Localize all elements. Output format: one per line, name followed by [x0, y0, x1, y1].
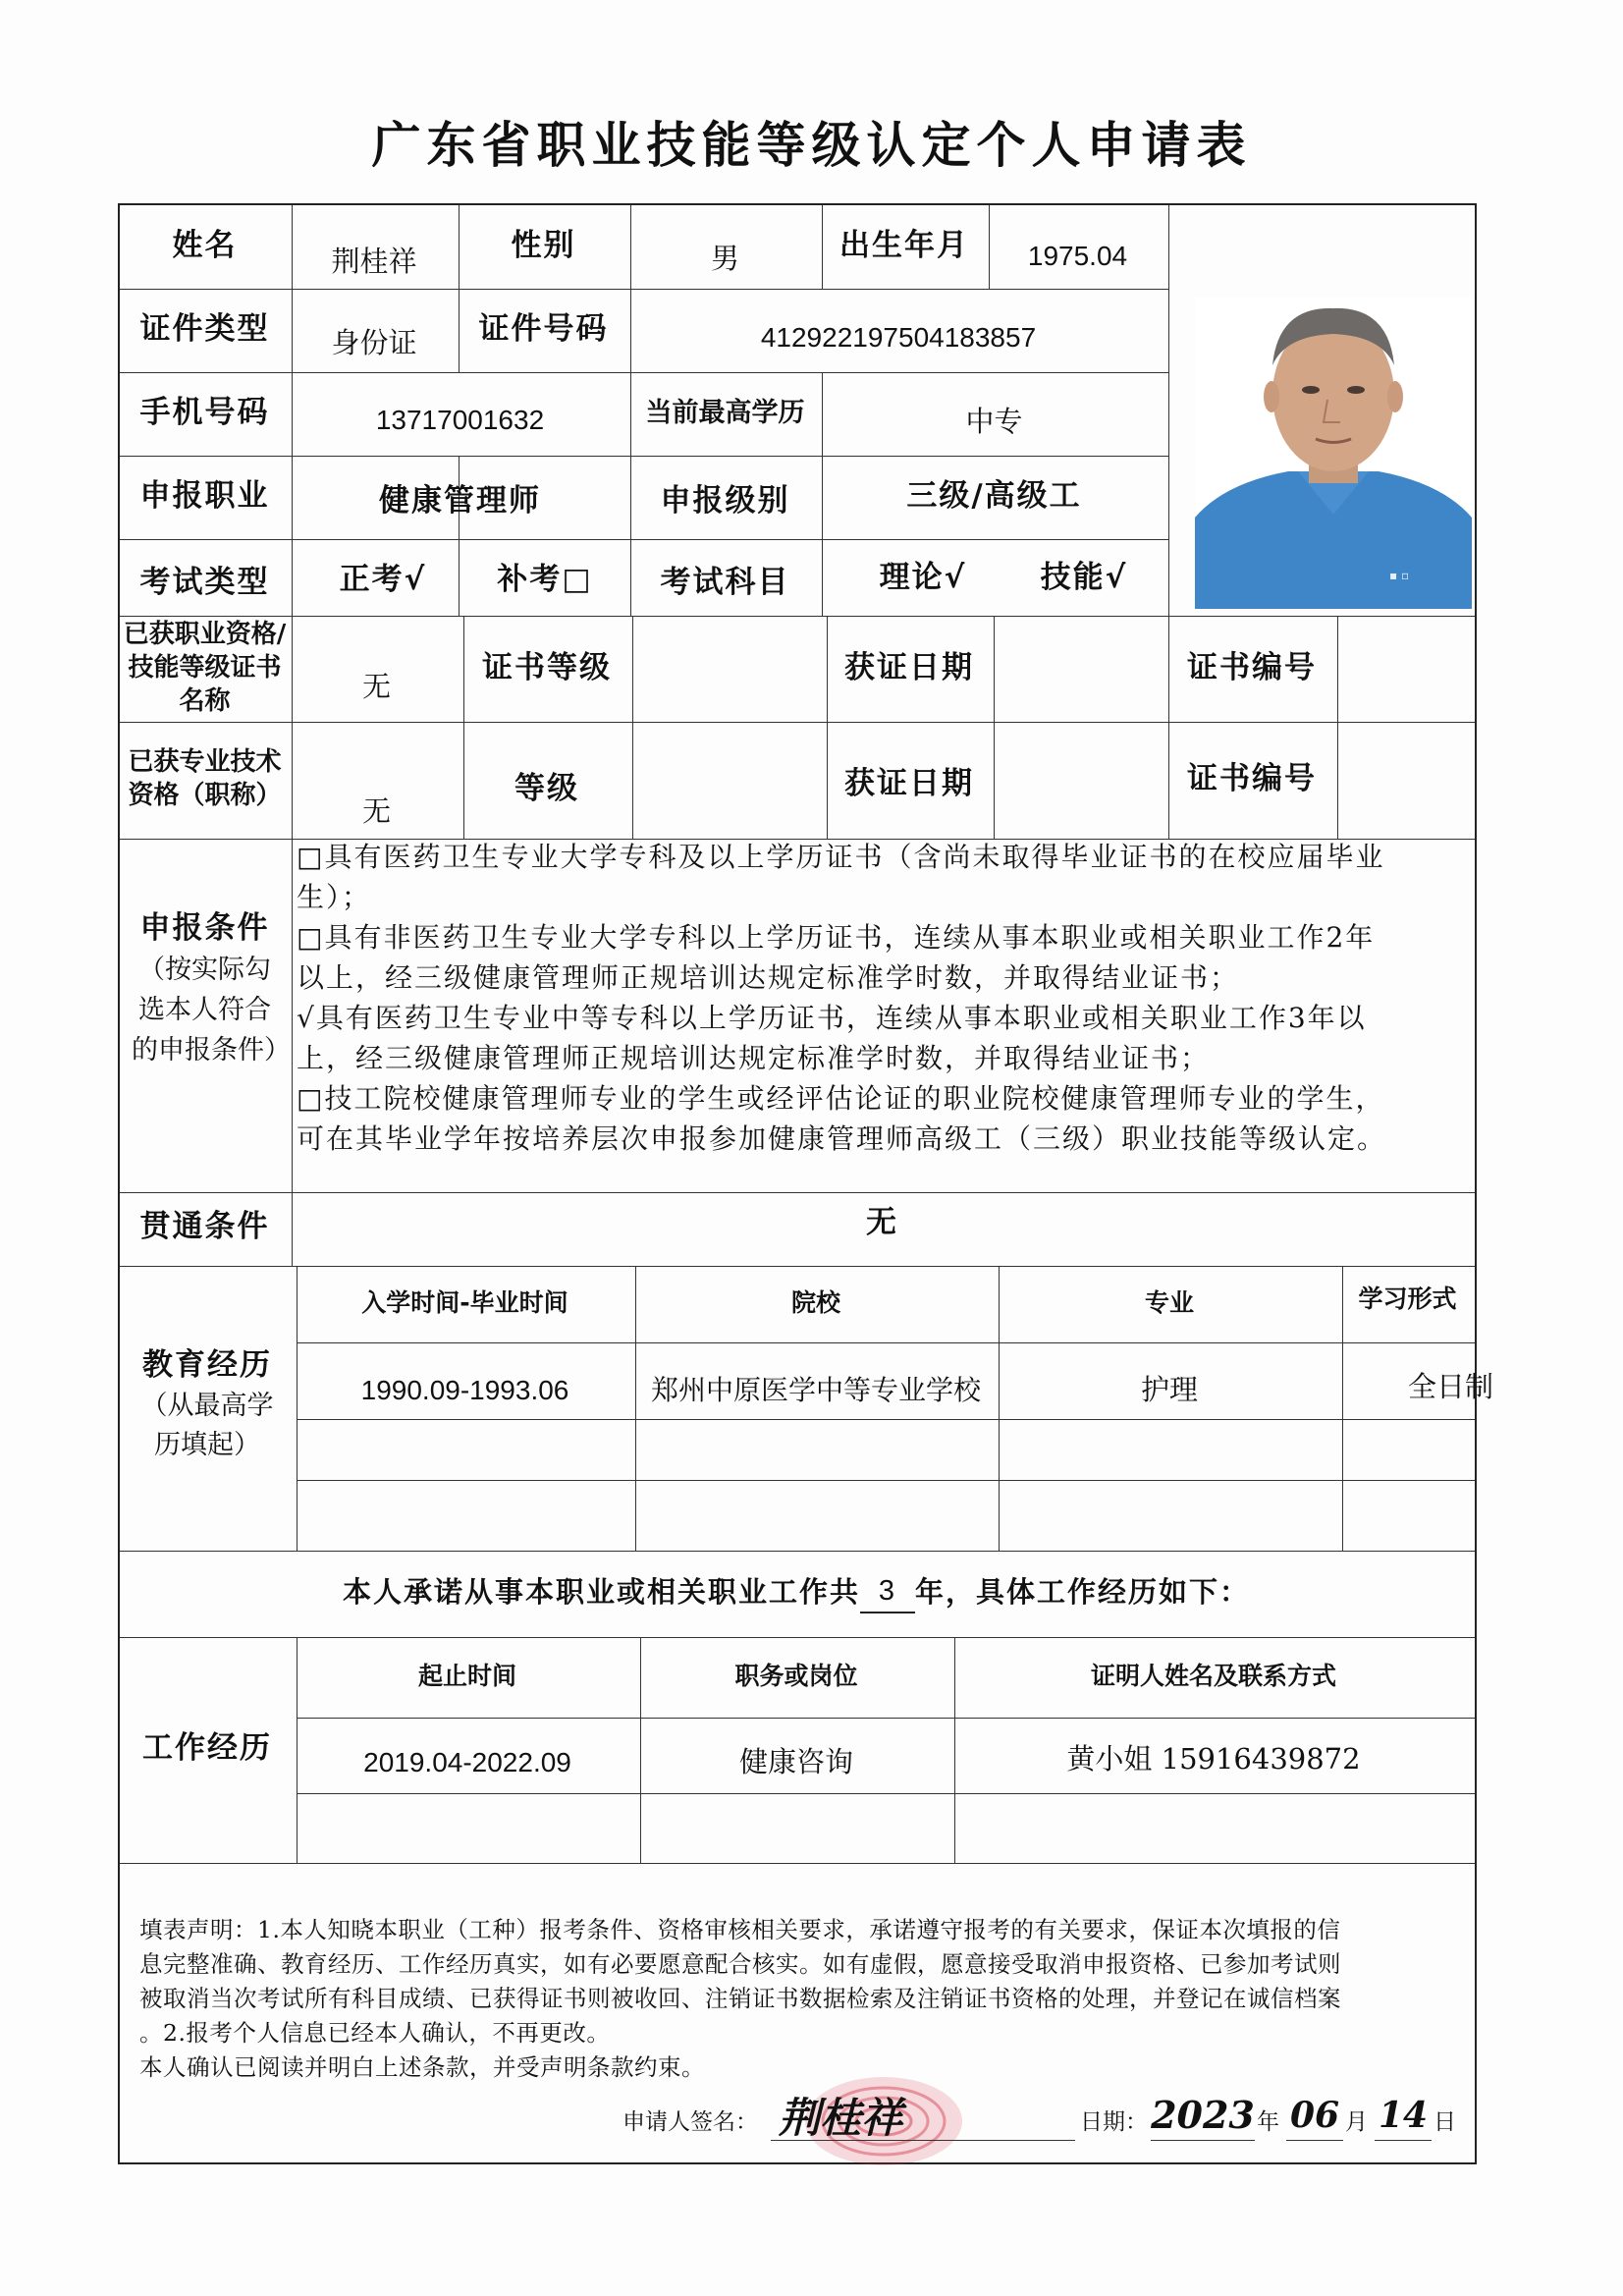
professional-title-value: 无 — [361, 794, 391, 829]
occupation-value: 健康管理师 — [379, 483, 541, 519]
through-value: 无 — [866, 1205, 898, 1241]
work-row-period: 2019.04-2022.09 — [363, 1747, 571, 1778]
declaration-line: 填表声明：1.本人知晓本职业（工种）报考条件、资格审核相关要求，承诺遵守报考的有关要求，保证本次填报的信 — [139, 1916, 1341, 1943]
phone-label: 手机号码 — [139, 395, 270, 431]
id-type-value: 身份证 — [331, 326, 417, 360]
condition-line: 以上，经三级健康管理师正规培训达规定标准学时数，并取得结业证书； — [297, 961, 1240, 994]
edu-row-period: 1990.09-1993.06 — [360, 1375, 569, 1406]
professional-title-label: 已获专业技术资格（职称） — [128, 746, 282, 810]
condition-line: √具有医药卫生专业中等专科以上学历证书，连续从事本职业或相关职业工作3年以 — [297, 1002, 1367, 1034]
condition-line: □技工院校健康管理师专业的学生或经评估论证的职业院校健康管理师专业的学生， — [297, 1082, 1385, 1115]
prof-date-label: 获证日期 — [844, 765, 974, 801]
subject-skill-option: 技能√ — [1040, 560, 1128, 596]
declaration-line: 。2.报考个人信息已经本人确认，不再更改。 — [139, 2019, 611, 2047]
conditions-list — [297, 837, 1499, 1159]
prof-level-label: 等级 — [514, 770, 579, 806]
work-row-referee: 黄小姐 15916439872 — [1066, 1742, 1361, 1777]
education-section-hint: （从最高学历填起） — [140, 1390, 274, 1460]
subject-label: 考试科目 — [660, 565, 790, 601]
edu-header-major: 专业 — [1144, 1288, 1194, 1318]
work-row-position: 健康咨询 — [738, 1745, 853, 1779]
birth-value: 1975.04 — [1027, 241, 1128, 272]
applicant-photo — [1195, 297, 1472, 609]
subject-theory-option: 理论√ — [879, 560, 967, 596]
work-header-position: 职务或岗位 — [734, 1662, 858, 1691]
work-header-referee: 证明人姓名及联系方式 — [1090, 1662, 1336, 1691]
commitment-suffix: 年，具体工作经历如下： — [915, 1575, 1251, 1610]
education-label: 当前最高学历 — [645, 397, 805, 428]
commitment-prefix: 本人承诺从事本职业或相关职业工作共 — [342, 1575, 860, 1610]
month-unit: 月 — [1345, 2108, 1368, 2135]
cert-number-label: 证书编号 — [1187, 650, 1317, 686]
conditions-label: 申报条件 — [139, 910, 270, 946]
date-year: 2023 — [1151, 2090, 1255, 2141]
declaration-line: 本人确认已阅读并明白上述条款，并受声明条款约束。 — [139, 2053, 705, 2081]
signature-label: 申请人签名： — [622, 2108, 758, 2135]
exam-type-label: 考试类型 — [139, 565, 270, 601]
exam-regular-option: 正考√ — [339, 562, 427, 598]
occupation-label: 申报职业 — [139, 478, 270, 515]
declaration-line: 息完整准确、教育经历、工作经历真实，如有必要愿意配合核实。如有虚假，愿意接受取消申报资格、已参加考试则 — [139, 1950, 1341, 1978]
date-month: 06 — [1286, 2090, 1343, 2141]
date-day: 14 — [1375, 2090, 1432, 2141]
condition-line: 可在其毕业学年按培养层次申报参加健康管理师高级工（三级）职业技能等级认定。 — [297, 1122, 1387, 1155]
work-section-label: 工作经历 — [142, 1730, 272, 1767]
cert-level-label: 证书等级 — [482, 650, 612, 686]
phone-value: 13717001632 — [375, 405, 545, 436]
day-unit: 日 — [1434, 2108, 1456, 2135]
gender-value: 男 — [710, 242, 739, 276]
name-value: 荆桂祥 — [331, 245, 417, 279]
form-title: 广东省职业技能等级认定个人申请表 — [371, 116, 1252, 174]
through-label: 贯通条件 — [139, 1209, 270, 1245]
svg-text:▪ ▫: ▪ ▫ — [1389, 569, 1410, 582]
condition-line: 生）； — [297, 881, 372, 913]
edu-row-school: 郑州中原医学中等专业学校 — [650, 1374, 981, 1407]
level-label: 申报级别 — [660, 483, 790, 519]
level-value: 三级/高级工 — [906, 478, 1082, 515]
condition-line: □具有医药卫生专业大学专科及以上学历证书（含尚未取得毕业证书的在校应届毕业 — [297, 841, 1385, 873]
condition-line: 上，经三级健康管理师正规培训达规定标准学时数，并取得结业证书； — [297, 1042, 1211, 1074]
id-no-value: 412922197504183857 — [760, 322, 1037, 354]
commitment-years: 3 — [860, 1572, 915, 1613]
cert-date-label: 获证日期 — [844, 650, 974, 686]
condition-line: □具有非医药卫生专业大学专科以上学历证书，连续从事本职业或相关职业工作2年 — [297, 921, 1376, 954]
declaration-line: 被取消当次考试所有科目成绩、已获得证书则被收回、注销证书数据检索及注销证书资格的处理，并登记在诚信档案 — [139, 1985, 1341, 2012]
edu-row-mode: 全日制 — [1407, 1370, 1493, 1404]
portrait-image — [1195, 297, 1472, 609]
name-label: 姓名 — [172, 228, 238, 264]
education-value: 中专 — [965, 405, 1023, 439]
applicant-signature: 荆桂祥 — [771, 2090, 1075, 2141]
conditions-label-block — [120, 908, 290, 1134]
year-unit: 年 — [1257, 2108, 1279, 2135]
vocational-cert-label: 已获职业资格/技能等级证书名称 — [123, 620, 287, 716]
date-label: 日期： — [1080, 2108, 1148, 2135]
declaration-text — [139, 1913, 1524, 2085]
edu-header-period: 入学时间-毕业时间 — [361, 1288, 568, 1318]
work-header-period: 起止时间 — [417, 1662, 516, 1691]
edu-header-school: 院校 — [790, 1288, 840, 1318]
conditions-hint: （按实际勾选本人符合的申报条件） — [132, 954, 291, 1066]
education-section-label: 教育经历 — [142, 1347, 272, 1383]
vocational-cert-value: 无 — [361, 670, 391, 704]
exam-makeup-option: 补考□ — [497, 562, 593, 598]
id-type-label: 证件类型 — [139, 311, 270, 348]
work-commitment — [120, 1552, 1473, 1634]
edu-header-mode: 学习形式 — [1358, 1285, 1457, 1314]
education-label-block — [120, 1345, 295, 1522]
prof-number-label: 证书编号 — [1187, 760, 1317, 796]
id-no-label: 证件号码 — [478, 311, 609, 348]
gender-label: 性别 — [511, 228, 576, 264]
edu-row-major: 护理 — [1140, 1373, 1198, 1407]
birth-label: 出生年月 — [839, 228, 969, 264]
